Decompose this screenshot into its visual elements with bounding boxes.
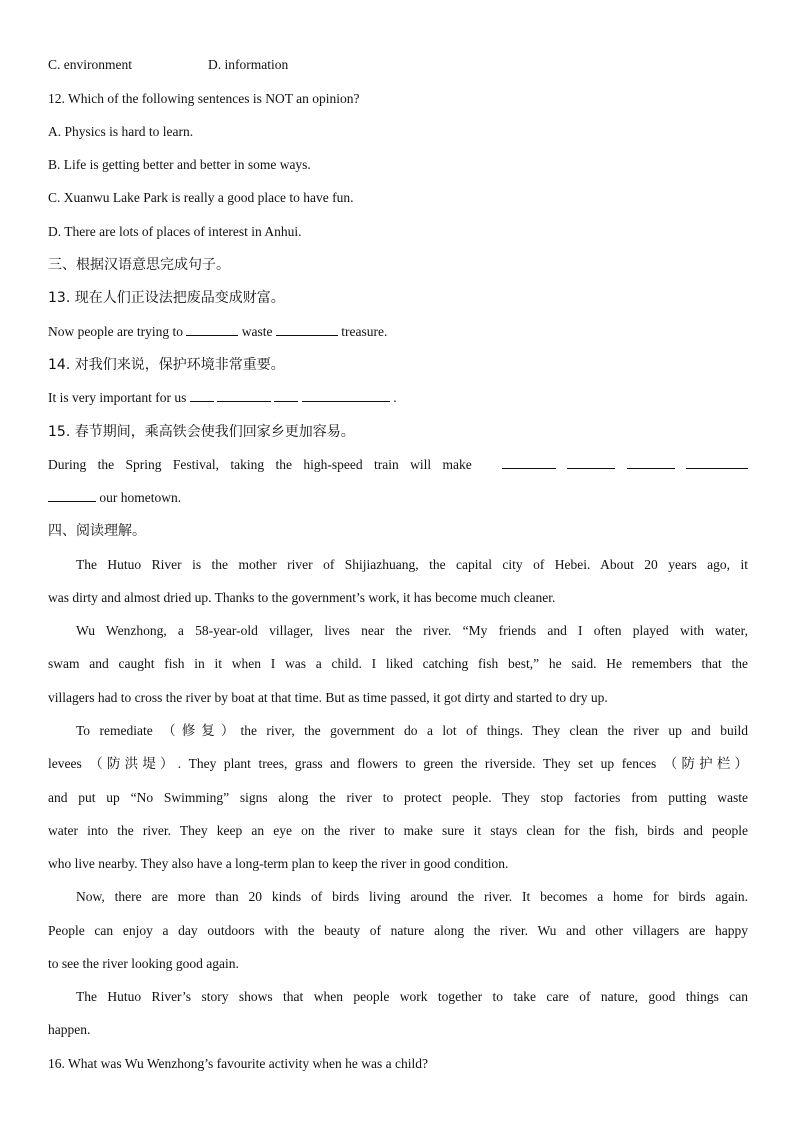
q12-option-c: C. Xuanwu Lake Park is really a good place to have fun. [48, 190, 354, 205]
passage-line: to see the river looking good again. [48, 956, 239, 971]
q11-options [48, 55, 748, 75]
q12-option-d: D. There are lots of places of interest in Anhui. [48, 224, 302, 239]
passage-line: was dirty and almost dried up. Thanks to the government’s work, it has become much cleaner. [48, 590, 556, 605]
passage-line: The Hutuo River’s story shows that when people work together to take care of nature, good things can [76, 989, 748, 1004]
q15-blank-2[interactable] [567, 455, 615, 469]
passage-line: Now, there are more than 20 kinds of birds living around the river. It becomes a home for birds again. [76, 889, 748, 904]
q15-chinese: 15. 春节期间，乘高铁会使我们回家乡更加容易。 [48, 424, 355, 440]
q15-blank-4[interactable] [686, 455, 748, 469]
q16-stem: 16. What was Wu Wenzhong’s favourite activity when he was a child? [48, 1056, 429, 1071]
q15-english-line1: During the Spring Festival, taking the high-speed train will make [48, 455, 748, 475]
q14-blank-3[interactable] [274, 388, 298, 402]
passage-line: People can enjoy a day outdoors with the beauty of nature along the river. Wu and other villagers are happy [48, 923, 748, 938]
q14-blank-2[interactable] [217, 388, 271, 402]
section3-heading: 三、根据汉语意思完成句子。 [48, 257, 230, 273]
q11-option-c: C. environment [48, 57, 132, 72]
q14-chinese: 14. 对我们来说，保护环境非常重要。 [48, 357, 285, 373]
passage-line: The Hutuo River is the mother river of Shijiazhuang, the capital city of Hebei. About 20 years ago, it [76, 557, 748, 572]
q14-blank-4[interactable] [302, 388, 390, 402]
q13-blank-2[interactable] [276, 322, 338, 336]
passage-line: who live nearby. They also have a long-term plan to keep the river in good condition. [48, 856, 509, 871]
q13-chinese: 13. 现在人们正设法把废品变成财富。 [48, 290, 285, 306]
passage-line: levees （防洪堤）. They plant trees, grass and flowers to green the riverside. They set up fences （防护栏） [48, 756, 748, 771]
passage-line: and put up “No Swimming” signs along the river to protect people. They stop factories from putting waste [48, 790, 748, 805]
q15-blank-3[interactable] [627, 455, 675, 469]
passage-line: villagers had to cross the river by boat at that time. But as time passed, it got dirty and started to dry up. [48, 690, 608, 705]
section4-heading: 四、阅读理解。 [48, 523, 146, 539]
q15-blank-1[interactable] [502, 455, 556, 469]
q11-option-d: D. information [208, 57, 289, 72]
q13-blank-1[interactable] [186, 322, 238, 336]
q14-blank-1[interactable] [190, 388, 214, 402]
q12-option-a: A. Physics is hard to learn. [48, 124, 194, 139]
q12-option-b: B. Life is getting better and better in some ways. [48, 157, 311, 172]
q15-english-line2: our hometown. [48, 488, 748, 508]
q12-stem: 12. Which of the following sentences is NOT an opinion? [48, 91, 360, 106]
q15-blank-5[interactable] [48, 488, 96, 502]
passage-line: happen. [48, 1022, 91, 1037]
passage-line: water into the river. They keep an eye on the river to make sure it stays clean for the fish, birds and people [48, 823, 748, 838]
passage-line: To remediate （修复）the river, the government do a lot of things. They clean the river up and build [76, 723, 748, 738]
q14-english: It is very important for us . [48, 390, 397, 405]
passage-line: swam and caught fish in it when I was a child. I liked catching fish best,” he said. He remembers that the [48, 656, 748, 671]
passage-line: Wu Wenzhong, a 58-year-old villager, lives near the river. “My friends and I often played with water, [76, 623, 748, 638]
q13-english: Now people are trying to waste treasure. [48, 324, 388, 339]
